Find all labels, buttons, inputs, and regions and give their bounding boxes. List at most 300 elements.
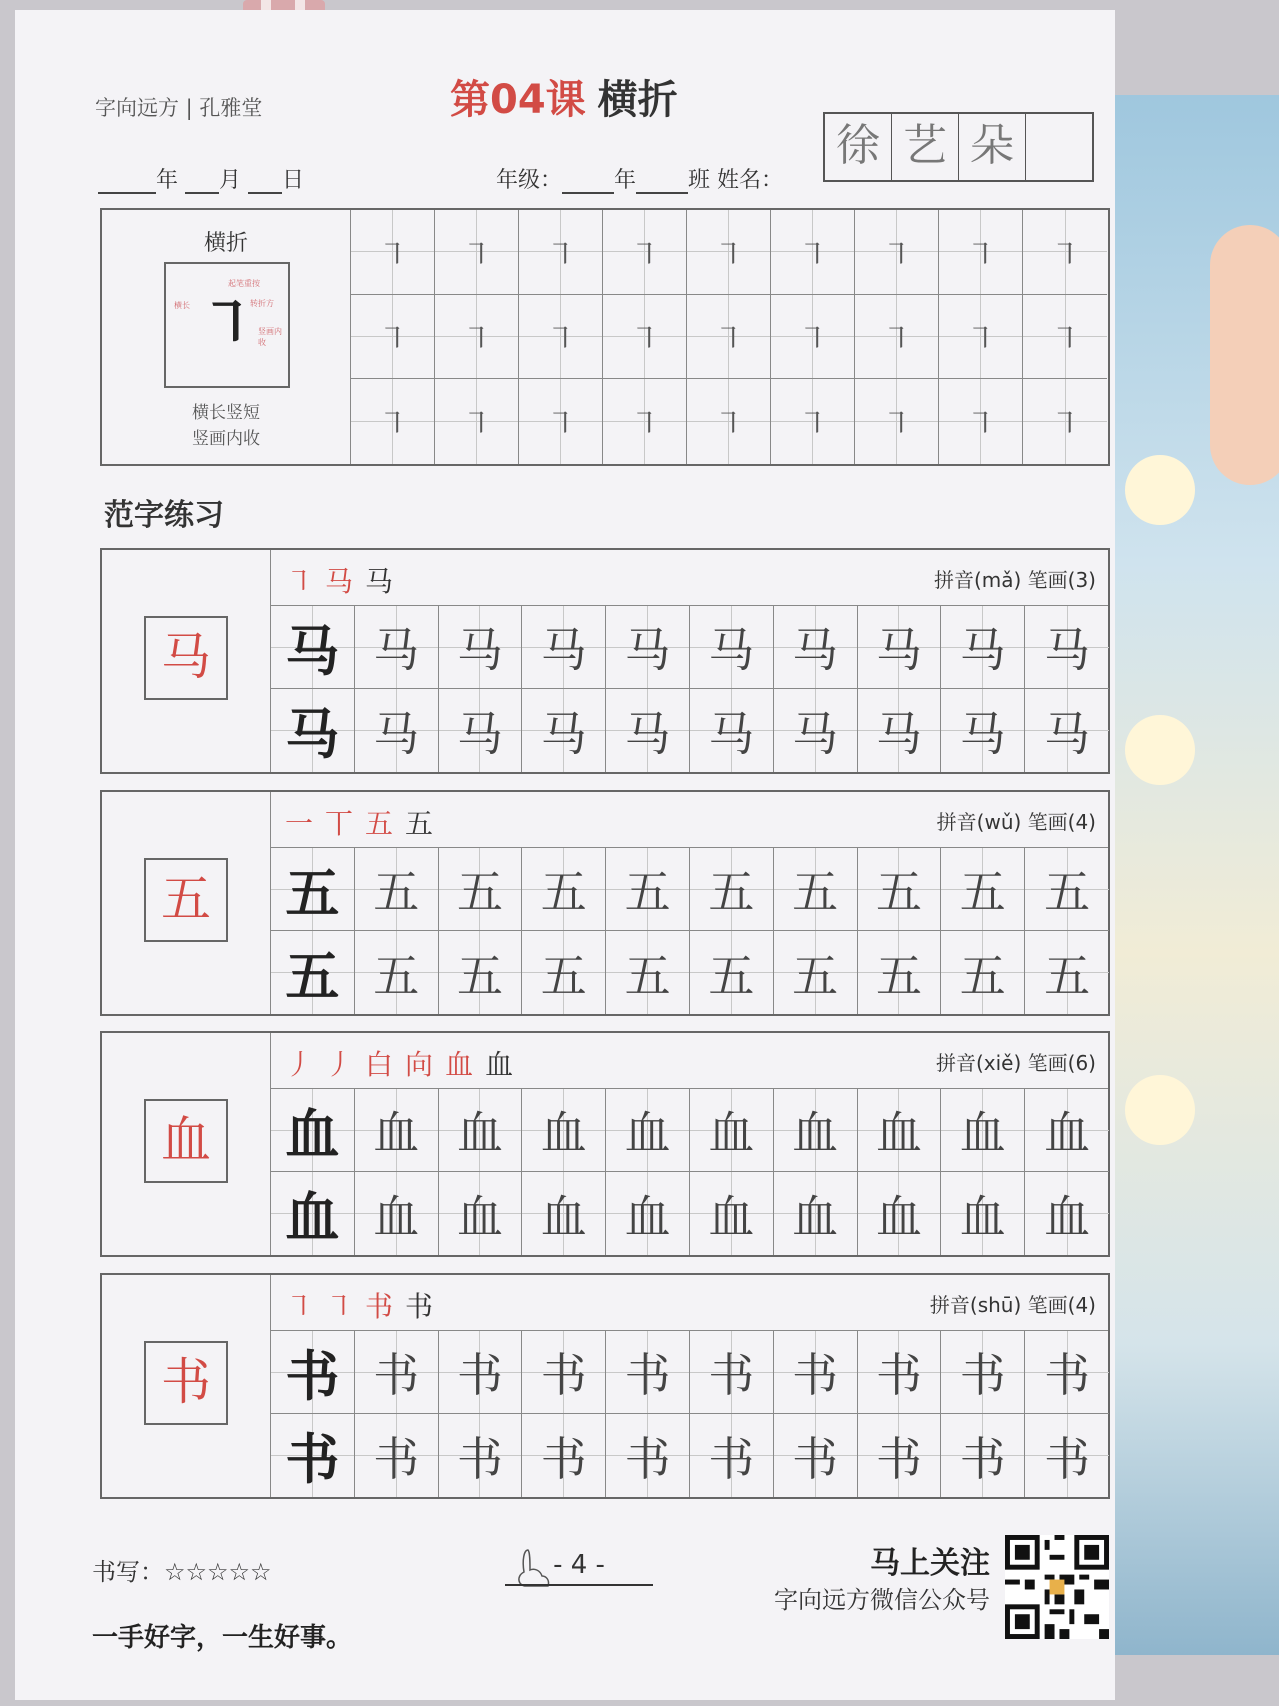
character-practice-grid [270, 848, 1109, 1014]
cloud-shape [1125, 1075, 1195, 1145]
stroke-demo-panel [102, 210, 351, 464]
day-blank[interactable] [248, 170, 282, 194]
practice-glyph: 书 [708, 1431, 755, 1486]
name-box[interactable] [823, 112, 1094, 182]
name-label: 姓名： [717, 168, 784, 193]
model-glyph: 五 [285, 944, 340, 1008]
grade-blank[interactable] [562, 170, 614, 194]
practice-cell[interactable] [606, 689, 690, 772]
practice-glyph: 五 [624, 865, 671, 919]
stroke-practice-cell[interactable] [855, 379, 939, 464]
stroke-practice-glyph: ㇕ [377, 237, 408, 273]
grade-line [496, 163, 783, 194]
practice-cell[interactable] [690, 1172, 774, 1255]
practice-cell[interactable] [774, 931, 858, 1014]
practice-cell[interactable] [941, 1172, 1025, 1255]
practice-cell[interactable] [355, 1414, 439, 1497]
stroke-practice-glyph: ㇕ [377, 322, 408, 358]
practice-cell[interactable] [858, 931, 942, 1014]
model-cell [271, 1089, 355, 1172]
stroke-practice-cell[interactable] [603, 379, 687, 464]
cartoon-face [1210, 225, 1279, 485]
practice-glyph: 马 [1044, 623, 1091, 677]
practice-cell[interactable] [522, 931, 606, 1014]
stroke-practice-glyph: ㇕ [1050, 322, 1080, 358]
stroke-practice-cell[interactable] [351, 210, 435, 295]
practice-glyph: 五 [792, 948, 839, 1003]
name-char: 艺 [892, 114, 959, 180]
section-title: 范字练习 [104, 498, 224, 533]
practice-cell[interactable] [774, 689, 858, 772]
stroke-order-step: 血 [445, 1048, 474, 1081]
practice-glyph: 血 [1044, 1106, 1091, 1160]
stroke-practice-glyph: ㇕ [1050, 237, 1080, 273]
practice-cell[interactable] [941, 689, 1025, 772]
stroke-order-step: 丿 [325, 1048, 354, 1081]
stroke-count: 笔画(4) [1027, 1293, 1096, 1317]
practice-cell[interactable] [439, 1172, 523, 1255]
practice-cell[interactable] [941, 606, 1025, 689]
practice-glyph: 血 [540, 1106, 587, 1160]
practice-cell[interactable] [439, 848, 523, 931]
stroke-order-step: 血 [485, 1048, 514, 1081]
stroke-count: 笔画(4) [1027, 810, 1096, 834]
stroke-practice-cell[interactable] [855, 295, 939, 380]
practice-cell[interactable] [690, 1331, 774, 1414]
practice-glyph: 血 [875, 1106, 922, 1160]
stroke-demo-box [164, 262, 290, 388]
stroke-practice-glyph: ㇕ [965, 322, 996, 358]
practice-glyph: 书 [1044, 1431, 1091, 1486]
practice-glyph: 马 [875, 623, 922, 677]
practice-glyph: 血 [708, 1106, 755, 1160]
practice-glyph: 五 [708, 865, 755, 919]
practice-cell[interactable] [439, 1414, 523, 1497]
follow-subtitle: 字向远方微信公众号 [774, 1586, 990, 1614]
stroke-practice-glyph: ㇕ [965, 407, 996, 443]
stroke-practice-cell[interactable] [687, 379, 771, 464]
stroke-practice-glyph: ㇕ [713, 407, 744, 443]
practice-glyph: 五 [456, 948, 503, 1003]
character-info [936, 1047, 1096, 1076]
stroke-practice-glyph: ㇕ [629, 407, 660, 443]
slogan: 一手好字，一生好事。 [92, 1623, 353, 1653]
practice-cell[interactable] [774, 1414, 858, 1497]
stroke-practice-cell[interactable] [939, 295, 1023, 380]
practice-glyph: 马 [708, 623, 755, 677]
practice-cell[interactable] [774, 1172, 858, 1255]
stroke-order-step: ㇕ [325, 1290, 354, 1323]
stroke-order-step: 一 [285, 807, 314, 840]
pinyin: 拼音(mǎ) [933, 568, 1022, 592]
practice-glyph: 血 [959, 1189, 1006, 1244]
practice-glyph: 书 [708, 1348, 755, 1402]
stroke-annotation: 起笔重按 [228, 279, 260, 288]
follow-title: 马上关注 [870, 1546, 990, 1581]
stroke-practice-cell[interactable] [435, 379, 519, 464]
stroke-order-step: 五 [405, 807, 434, 840]
grade-year-label: 年 [614, 168, 637, 193]
model-cell [271, 606, 355, 689]
stroke-order [285, 1285, 445, 1325]
practice-cell[interactable] [690, 606, 774, 689]
pinyin: 拼音(wǔ) [936, 810, 1022, 834]
practice-glyph: 血 [373, 1106, 420, 1160]
practice-cell[interactable] [774, 606, 858, 689]
background-cartoon-book [1115, 95, 1279, 1655]
character-info [937, 806, 1096, 835]
practice-glyph: 五 [792, 865, 839, 919]
practice-cell[interactable] [355, 848, 439, 931]
practice-cell[interactable] [858, 689, 942, 772]
practice-glyph: 书 [959, 1348, 1006, 1402]
stroke-practice-glyph: ㇕ [797, 322, 828, 358]
practice-glyph: 马 [959, 623, 1006, 677]
lesson-title [450, 68, 678, 125]
practice-cell[interactable] [774, 848, 858, 931]
practice-glyph: 血 [624, 1189, 671, 1244]
stroke-demo-glyph: ㇕ [199, 292, 255, 357]
practice-cell[interactable] [941, 1331, 1025, 1414]
stroke-practice-glyph: ㇕ [545, 407, 576, 443]
practice-cell[interactable] [355, 1172, 439, 1255]
stroke-practice-cell[interactable] [687, 210, 771, 295]
stroke-order-step: 丿 [285, 1048, 314, 1081]
model-cell [271, 931, 355, 1014]
practice-glyph: 五 [708, 948, 755, 1003]
character-info [934, 564, 1096, 593]
stroke-practice-cell[interactable] [519, 295, 603, 380]
character-header [270, 792, 1108, 848]
practice-cell[interactable] [1025, 689, 1109, 772]
stroke-tip-line: 竖画内收 [192, 429, 260, 449]
stroke-practice-cell[interactable] [603, 210, 687, 295]
stroke-order-step: 向 [405, 1048, 434, 1081]
practice-glyph: 血 [540, 1189, 587, 1244]
practice-glyph: 五 [1044, 865, 1091, 919]
practice-glyph: 书 [373, 1348, 420, 1402]
practice-cell[interactable] [690, 848, 774, 931]
practice-glyph: 书 [875, 1348, 922, 1402]
practice-cell[interactable] [858, 606, 942, 689]
year-label: 年 [156, 168, 179, 193]
practice-cell[interactable] [355, 931, 439, 1014]
stroke-practice-cell[interactable] [771, 379, 855, 464]
practice-cell[interactable] [439, 689, 523, 772]
stroke-practice-cell[interactable] [939, 379, 1023, 464]
stroke-order-step: 丅 [325, 807, 354, 840]
character-practice-grid [270, 1331, 1109, 1497]
practice-cell[interactable] [690, 931, 774, 1014]
practice-glyph: 血 [456, 1106, 503, 1160]
practice-glyph: 五 [624, 948, 671, 1003]
character-header [270, 550, 1108, 606]
practice-glyph: 血 [959, 1106, 1006, 1160]
cloud-shape [1125, 715, 1195, 785]
stroke-tip-line: 横长竖短 [192, 403, 260, 423]
practice-cell[interactable] [606, 931, 690, 1014]
stroke-practice-cell[interactable] [351, 295, 435, 380]
model-character: 血 [144, 1099, 228, 1183]
stroke-practice-glyph: ㇕ [629, 322, 660, 358]
practice-cell[interactable] [522, 606, 606, 689]
practice-cell[interactable] [1025, 848, 1109, 931]
practice-glyph: 血 [456, 1189, 503, 1244]
practice-glyph: 五 [540, 865, 587, 919]
character-practice-grid [270, 606, 1109, 772]
class-blank[interactable] [636, 170, 688, 194]
model-cell [271, 1172, 355, 1255]
stroke-order [285, 1043, 525, 1083]
stroke-practice-glyph: ㇕ [461, 237, 492, 273]
practice-glyph: 书 [1044, 1348, 1091, 1402]
stroke-order-step: 书 [405, 1290, 434, 1323]
qr-code-icon[interactable] [1005, 1535, 1109, 1639]
practice-glyph: 五 [875, 865, 922, 919]
model-glyph: 五 [285, 860, 340, 925]
stroke-practice-glyph: ㇕ [1050, 407, 1080, 443]
stroke-practice-glyph: ㇕ [881, 407, 912, 443]
pinyin: 拼音(xiě) [935, 1051, 1022, 1075]
practice-cell[interactable] [606, 1414, 690, 1497]
practice-glyph: 书 [624, 1431, 671, 1486]
practice-glyph: 血 [875, 1189, 922, 1244]
practice-glyph: 马 [624, 706, 671, 761]
stroke-order-step: 五 [365, 807, 394, 840]
stroke-practice-block [100, 208, 1110, 466]
model-glyph: 马 [285, 702, 340, 766]
practice-cell[interactable] [355, 1089, 439, 1172]
stroke-order-step: 白 [365, 1048, 394, 1081]
practice-cell[interactable] [522, 689, 606, 772]
month-blank[interactable] [185, 170, 219, 194]
stroke-practice-glyph: ㇕ [797, 407, 828, 443]
practice-glyph: 书 [456, 1348, 503, 1402]
practice-cell[interactable] [690, 1414, 774, 1497]
practice-cell[interactable] [858, 848, 942, 931]
practice-glyph: 书 [792, 1348, 839, 1402]
month-label: 月 [219, 168, 242, 193]
practice-glyph: 血 [792, 1189, 839, 1244]
character-info [930, 1289, 1096, 1318]
practice-glyph: 马 [624, 623, 671, 677]
practice-cell[interactable] [1025, 1172, 1109, 1255]
practice-cell[interactable] [690, 689, 774, 772]
stroke-practice-cell[interactable] [519, 210, 603, 295]
stroke-order [285, 802, 445, 842]
practice-cell[interactable] [606, 1089, 690, 1172]
stroke-practice-cell[interactable] [771, 295, 855, 380]
stroke-practice-cell[interactable] [351, 379, 435, 464]
practice-cell[interactable] [858, 1089, 942, 1172]
stroke-annotation: 竖画内收 [258, 327, 282, 347]
stroke-order-step: ㇕ [285, 1290, 314, 1323]
date-line [98, 163, 304, 194]
practice-cell[interactable] [941, 848, 1025, 931]
practice-glyph: 血 [373, 1189, 420, 1244]
practice-cell[interactable] [606, 1172, 690, 1255]
model-cell [271, 1414, 355, 1497]
stroke-practice-cell[interactable] [1023, 295, 1107, 380]
stroke-practice-glyph: ㇕ [713, 322, 744, 358]
practice-cell[interactable] [941, 931, 1025, 1014]
year-blank[interactable] [98, 170, 156, 194]
practice-glyph: 五 [373, 948, 420, 1003]
stroke-count: 笔画(6) [1027, 1051, 1096, 1075]
class-label: 班 [688, 168, 711, 193]
practice-cell[interactable] [522, 1172, 606, 1255]
practice-cell[interactable] [355, 689, 439, 772]
practice-glyph: 马 [875, 706, 922, 761]
rating: 书写：☆☆☆☆☆ [92, 1558, 272, 1586]
lesson-name: 横折 [597, 77, 678, 123]
stroke-practice-glyph: ㇕ [965, 237, 996, 273]
practice-glyph: 马 [792, 623, 839, 677]
practice-cell[interactable] [439, 606, 523, 689]
brand-logo: 字向远方 | 孔雅堂 [95, 96, 263, 120]
model-glyph: 血 [285, 1101, 340, 1166]
practice-cell[interactable] [941, 1414, 1025, 1497]
practice-cell[interactable] [355, 1331, 439, 1414]
practice-cell[interactable] [1025, 1089, 1109, 1172]
model-glyph: 书 [285, 1343, 340, 1408]
stroke-practice-glyph: ㇕ [713, 237, 744, 273]
practice-glyph: 五 [959, 948, 1006, 1003]
practice-cell[interactable] [858, 1331, 942, 1414]
practice-cell[interactable] [774, 1089, 858, 1172]
stroke-order-step: 书 [365, 1290, 394, 1323]
stroke-practice-glyph: ㇕ [461, 322, 492, 358]
practice-cell[interactable] [1025, 606, 1109, 689]
practice-glyph: 马 [540, 706, 587, 761]
grade-label: 年级： [496, 168, 563, 193]
lesson-number: 第04课 [450, 77, 586, 123]
character-block [100, 1273, 1110, 1499]
practice-glyph: 马 [792, 706, 839, 761]
practice-glyph: 血 [708, 1189, 755, 1244]
practice-cell[interactable] [522, 1414, 606, 1497]
stroke-practice-glyph: ㇕ [629, 237, 660, 273]
stroke-practice-glyph: ㇕ [797, 237, 828, 273]
model-glyph: 书 [285, 1427, 340, 1491]
character-block [100, 548, 1110, 774]
practice-glyph: 书 [792, 1431, 839, 1486]
character-header [270, 1033, 1108, 1089]
practice-glyph: 马 [540, 623, 587, 677]
practice-cell[interactable] [858, 1414, 942, 1497]
practice-glyph: 书 [959, 1431, 1006, 1486]
stroke-practice-glyph: ㇕ [377, 407, 408, 443]
model-character: 五 [144, 858, 228, 942]
character-practice-grid [270, 1089, 1109, 1255]
stroke-practice-grid [351, 210, 1107, 464]
practice-glyph: 书 [456, 1431, 503, 1486]
stroke-practice-cell[interactable] [435, 210, 519, 295]
practice-glyph: 书 [373, 1431, 420, 1486]
stroke-tip [102, 400, 350, 452]
practice-glyph: 马 [1044, 706, 1091, 761]
practice-glyph: 马 [373, 623, 420, 677]
practice-glyph: 五 [959, 865, 1006, 919]
stroke-practice-cell[interactable] [603, 295, 687, 380]
stroke-order-step: ㇕ [285, 565, 314, 598]
practice-glyph: 血 [1044, 1189, 1091, 1244]
name-char [1026, 114, 1092, 180]
stroke-practice-cell[interactable] [687, 295, 771, 380]
model-glyph: 马 [285, 618, 340, 683]
practice-cell[interactable] [522, 1331, 606, 1414]
character-block [100, 790, 1110, 1016]
stroke-practice-cell[interactable] [1023, 210, 1107, 295]
stroke-annotation: 转折方 [250, 299, 274, 308]
practice-cell[interactable] [690, 1089, 774, 1172]
model-cell [271, 1331, 355, 1414]
practice-glyph: 书 [540, 1348, 587, 1402]
stroke-order-step: 马 [365, 565, 394, 598]
stroke-count: 笔画(3) [1027, 568, 1096, 592]
stroke-practice-glyph: ㇕ [545, 237, 576, 273]
practice-glyph: 五 [1044, 948, 1091, 1003]
practice-glyph: 五 [875, 948, 922, 1003]
practice-cell[interactable] [1025, 931, 1109, 1014]
stroke-practice-cell[interactable] [855, 210, 939, 295]
practice-cell[interactable] [606, 606, 690, 689]
practice-cell[interactable] [1025, 1331, 1109, 1414]
practice-glyph: 马 [456, 706, 503, 761]
practice-cell[interactable] [1025, 1414, 1109, 1497]
practice-glyph: 马 [708, 706, 755, 761]
practice-cell[interactable] [606, 1331, 690, 1414]
practice-glyph: 五 [373, 865, 420, 919]
cloud-shape [1125, 455, 1195, 525]
stroke-annotation: 横长 [174, 301, 190, 310]
practice-cell[interactable] [439, 1089, 523, 1172]
stroke-practice-glyph: ㇕ [545, 322, 576, 358]
stroke-practice-glyph: ㇕ [881, 237, 912, 273]
stroke-practice-cell[interactable] [435, 295, 519, 380]
practice-cell[interactable] [522, 848, 606, 931]
practice-cell[interactable] [858, 1172, 942, 1255]
practice-cell[interactable] [439, 931, 523, 1014]
practice-cell[interactable] [774, 1331, 858, 1414]
stroke-practice-cell[interactable] [519, 379, 603, 464]
stroke-label: 横折 [203, 231, 248, 256]
character-header [270, 1275, 1108, 1331]
stroke-practice-cell[interactable] [939, 210, 1023, 295]
pinyin: 拼音(shū) [929, 1293, 1022, 1317]
stroke-practice-cell[interactable] [1023, 379, 1107, 464]
practice-cell[interactable] [522, 1089, 606, 1172]
practice-glyph: 书 [540, 1431, 587, 1486]
stroke-practice-glyph: ㇕ [881, 322, 912, 358]
practice-cell[interactable] [941, 1089, 1025, 1172]
stroke-order [285, 560, 405, 600]
model-cell [271, 689, 355, 772]
day-label: 日 [282, 168, 305, 193]
practice-cell[interactable] [439, 1331, 523, 1414]
practice-glyph: 书 [875, 1431, 922, 1486]
model-glyph: 血 [285, 1185, 340, 1249]
practice-glyph: 五 [456, 865, 503, 919]
practice-cell[interactable] [355, 606, 439, 689]
stroke-order-step: 马 [325, 565, 354, 598]
practice-glyph: 马 [373, 706, 420, 761]
model-cell [271, 848, 355, 931]
practice-glyph: 马 [959, 706, 1006, 761]
practice-cell[interactable] [606, 848, 690, 931]
name-char: 徐 [825, 114, 892, 180]
stroke-practice-cell[interactable] [771, 210, 855, 295]
